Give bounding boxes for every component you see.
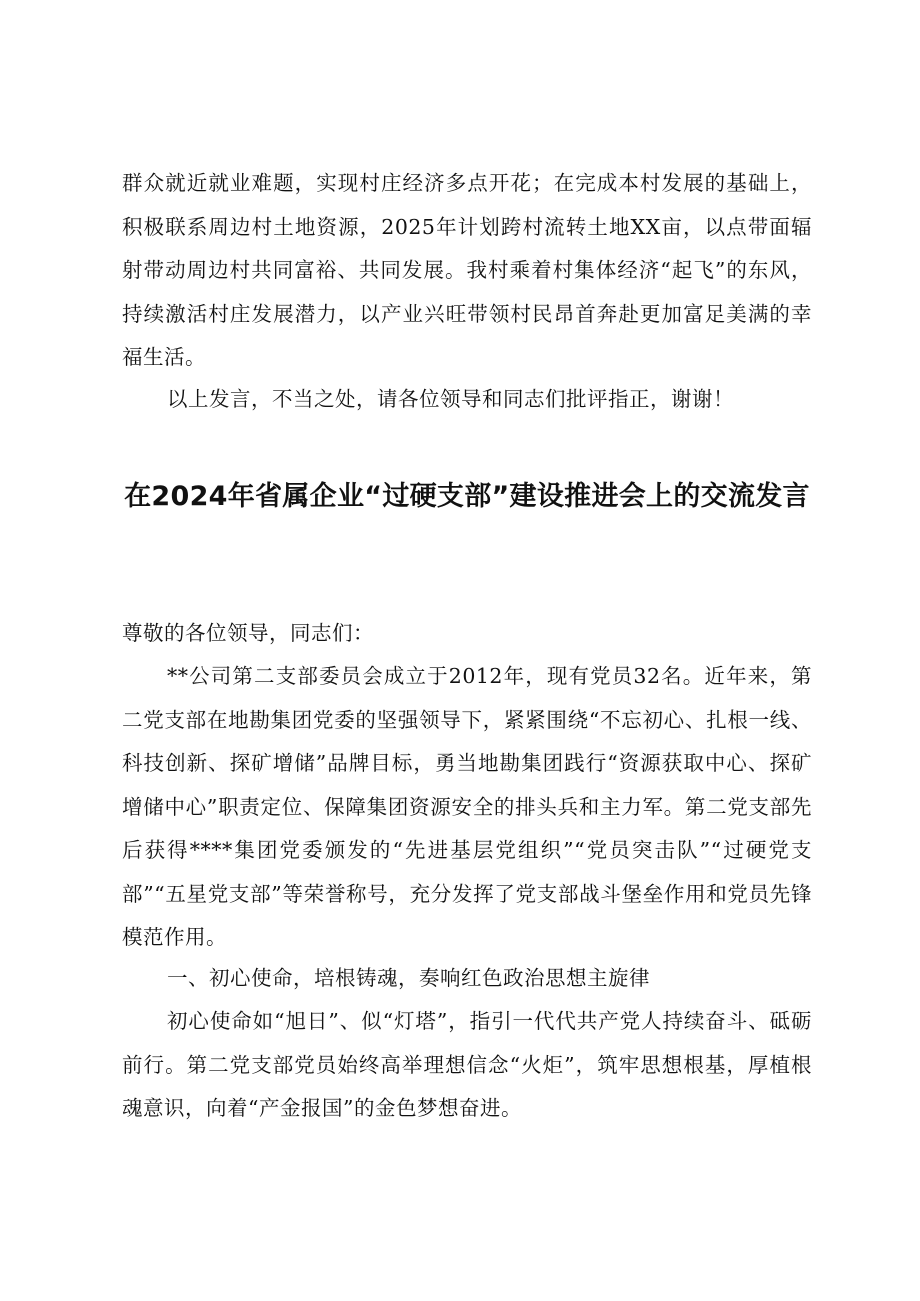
closing-line: 以上发言，不当之处，请各位领导和同志们批评指正，谢谢！ — [167, 387, 734, 411]
section1-paragraph: 初心使命如“旭日”、似“灯塔”，指引一代代共产党人持续奋斗、砥砺前行。第二党支部党员始终高举理想信念“火炬”，筑牢思想根基，厚植根魂意识，向着“产金报国”的金色梦想奋进。 — [122, 1009, 812, 1120]
salutation: 尊敬的各位领导，同志们： — [122, 621, 374, 645]
document-title: 在2024年省属企业“过硬支部”建设推进会上的交流发言 — [124, 481, 810, 512]
section1-heading: 一、初心使命，培根铸魂，奏响红色政治思想主旋律 — [167, 966, 650, 990]
intro-paragraph: **公司第二支部委员会成立于2012年，现有党员32名。近年来，第二党支部在地勘集团党委的坚强领导下，紧紧围绕“不忘初心、扎根一线、科技创新、探矿增储”品牌目标，勇当地勘集团践行“资源获取中心、探矿增储中心”职责定位、保障集团资源安全的排头兵和主力军。第二党支部先后获得****集团党委颁发的“先进基层党组织”“党员突击队”“过硬党支部”“五星党支部”等荣誉称号，充分发挥了党支部战斗堡垒作用和党员先锋模范作用。 — [122, 664, 812, 949]
continuation-paragraph: 群众就近就业难题，实现村庄经济多点开花；在完成本村发展的基础上，积极联系周边村土地资源，2025年计划跨村流转土地XX亩，以点带面辐射带动周边村共同富裕、共同发展。我村乘着村集体经济“起飞”的东风，持续激活村庄发展潜力，以产业兴旺带领村民昂首奔赴更加富足美满的幸福生活。 — [122, 171, 812, 369]
